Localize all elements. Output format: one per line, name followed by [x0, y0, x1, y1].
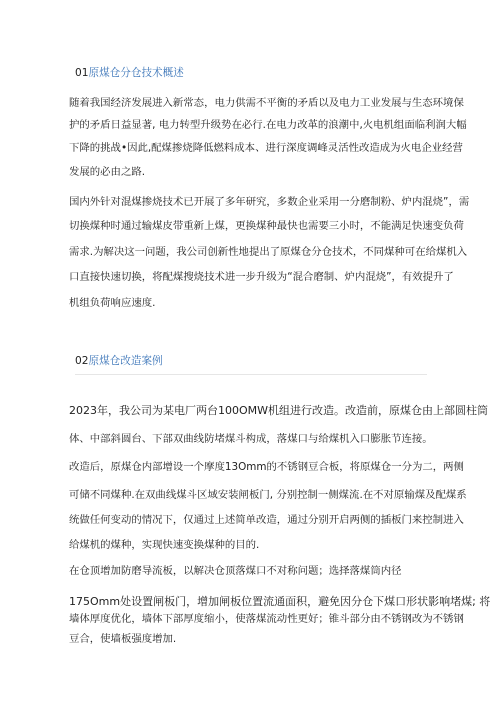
section-heading-2: [75, 356, 163, 367]
section2-line-10: 豆合，使墙板强度增加.: [69, 633, 177, 645]
section2-line-1: 2023年，我公司为某电厂两台100OMW机组进行改造。改造前，原煤仓由上部圆柱筒: [69, 404, 489, 417]
section2-line-2: 体、中部斜圆台、下部双曲线防堵煤斗构成，落煤口与给煤机入口膨胀节连接。: [69, 433, 433, 445]
section2-line-8: 175Omm处设置闸板门，增加闸板位置流通面积，避免因分仓下煤口形状影响堵煤; 将: [69, 595, 491, 608]
section1-line-6: 切换煤种时通过输煤皮带重新上煤，更换煤种最快也需要三小时，不能满足快速变负荷: [69, 220, 464, 232]
section1-line-1: 随着我国经济发展进入新常态，电力供需不平衡的矛盾以及电力工业发展与生态环境保: [69, 97, 464, 109]
section2-line-9: 墙体厚度优化，墙体下部厚度缩小，使落煤流动性更好；锥斗部分由不锈钢改为不锈钢: [69, 613, 464, 625]
section2-line-4: 可储不同煤种.在双曲线煤斗区域安装闸板门, 分别控制一侧煤流.在不对原输煤及配煤系: [69, 489, 467, 501]
section1-line-9: 机组负荷响应速度.: [69, 297, 156, 309]
section1-line-2: 护的矛盾日益显著, 电力转型升级势在必行.在电力改革的浪潮中,火电机组面临利润大幅: [69, 119, 467, 131]
section1-line-8: 口直接快速切换，将配煤搜烧技术进一步升级为“混合磨制、炉内混烧”，有效提升了: [69, 271, 454, 283]
section2-line-5: 统做任何变动的情况下，仅通过上述简单改造，通过分别开启两侧的插板门来控制进入: [69, 514, 464, 526]
section-divider: [75, 374, 427, 375]
section-title-1: 原煤仓分仓技术概述: [88, 67, 184, 79]
section-number-2: 02: [75, 355, 89, 367]
section-heading-1: [75, 68, 184, 79]
section-title-2: 原煤仓改造案例: [88, 355, 163, 367]
section1-line-4: 发展的必由之路.: [69, 166, 146, 178]
section1-line-3: 下降的挑战•因此,配煤掺烧降低燃料成本、进行深度调峰灵活性改造成为火电企业经营: [69, 142, 463, 154]
section1-line-5: 国内外针对混煤掺烧技术已开展了多年研究，多数企业采用一分磨制粉、炉内混烧”，需: [69, 196, 470, 208]
section2-line-3: 改造后，原煤仓内部增设一个摩度13Omm的不锈钢豆合板，将原煤仓一分为二，两侧: [69, 461, 464, 473]
section1-line-7: 需求.为解决这一问题，我公司创新性地提出了原煤仓分仓技术，不同煤种可在给煤机入: [69, 246, 468, 258]
section-number-1: 01: [75, 67, 89, 79]
section2-line-7: 在仓顶增加防磨导流板，以解决仓顶落煤口不对称问题；选择落煤筒内径: [69, 565, 402, 577]
section2-line-6: 给煤机的煤种，实现快速变换煤种的目的.: [69, 539, 260, 551]
